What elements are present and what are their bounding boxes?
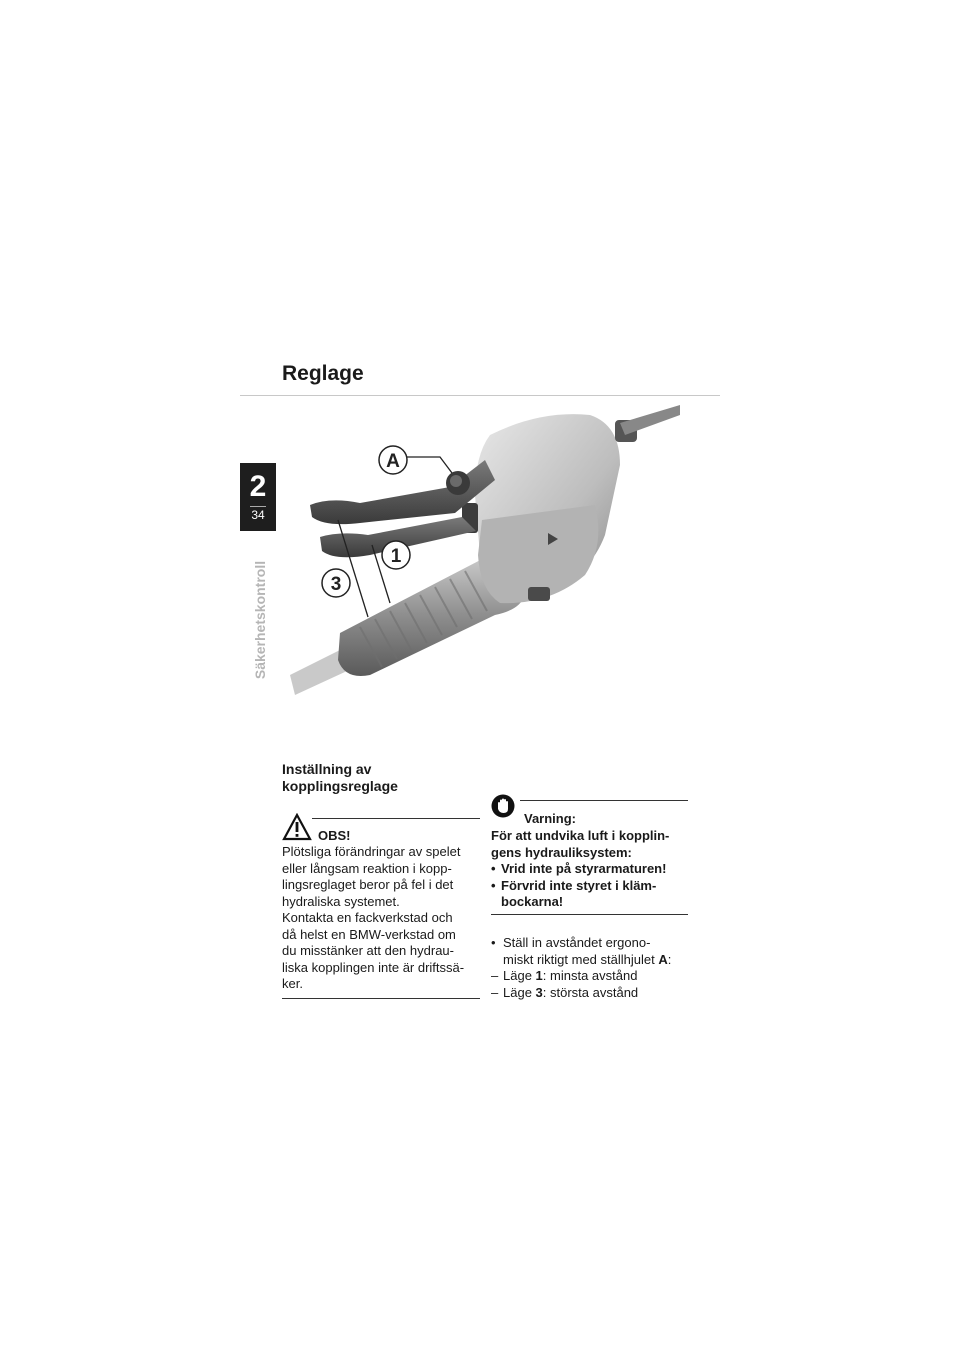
step-line2-post: : [667,951,672,967]
chapter-number: 2 [249,470,267,503]
step-line2-pre: miskt riktigt med ställhjulet [503,951,659,967]
bullet-mark: • [491,935,496,950]
subheading-line2: kopplingsreglage [282,778,398,794]
pos1-bold: 1 [535,968,543,983]
lower-switch [528,587,550,601]
warning-text [491,828,691,911]
section-title: Reglage [282,362,364,385]
obs-text [282,844,482,993]
obs-label: OBS! [318,828,351,843]
obs-bottom-rule [282,998,480,999]
obs-line: ker. [282,976,303,991]
warning-intro-line1: För att undvika luft i kopplin- [491,828,670,843]
obs-line: liska kopplingen inte är driftssä- [282,959,465,975]
obs-line: eller långsam reaktion i kopp- [282,860,452,876]
callout-a: A [386,451,400,472]
warning-bullet [491,878,691,911]
dash-mark: – [491,968,499,983]
step-line1: Ställ in avståndet ergono- [503,935,651,950]
warning-bullet1: Vrid inte på styrarmaturen! [501,861,667,876]
title-rule [240,395,720,396]
step-bullet [491,935,701,968]
warning-bullet [491,861,691,878]
caution-triangle-icon [282,813,312,841]
obs-line: du misstänker att den hydrau- [282,943,454,958]
pos3-pre: Läge [503,984,536,1000]
page-number: 34 [251,508,265,522]
pos3-bold: 3 [535,984,543,1000]
pos1-post: : minsta avstånd [542,968,638,983]
dash-mark: – [491,984,499,1000]
warning-label: Varning: [524,811,577,826]
warning-bullet2-line1: Förvrid inte styret i kläm- [501,877,657,893]
adjustment-steps [491,935,701,1001]
obs-line: då helst en BMW-verkstad om [282,926,456,942]
obs-line: hydraliska systemet. [282,893,400,909]
obs-top-rule [312,818,480,819]
obs-line: Kontakta en fackverkstad och [282,910,453,925]
subheading [282,761,482,795]
pos1-pre: Läge [503,968,536,983]
callout-a-leader [406,457,452,473]
side-chapter-label: Säkerhetskontroll [252,560,268,680]
step-position-3 [491,985,701,1002]
obs-line: lingsreglaget beror på fel i det [282,877,454,892]
warning-top-rule [520,800,688,801]
pos3-post: : största avstånd [542,984,639,1000]
obs-line: Plötsliga förändringar av spelet [282,844,461,859]
warning-intro-line2: gens hydrauliksystem: [491,844,632,860]
bullet-mark: • [491,861,496,876]
warning-bottom-rule [491,914,688,915]
step-line2-bold: A [658,951,668,967]
callout-1: 1 [390,546,402,567]
subheading-line1: Inställning av [282,761,372,777]
step-position-1 [491,968,701,985]
bullet-mark: • [491,877,496,893]
callout-3: 3 [330,574,342,595]
chapter-divider [250,506,266,507]
stop-hand-icon [491,794,515,818]
clutch-lever-illustration [290,405,680,695]
warning-bullet2-line2: bockarna! [501,894,564,909]
